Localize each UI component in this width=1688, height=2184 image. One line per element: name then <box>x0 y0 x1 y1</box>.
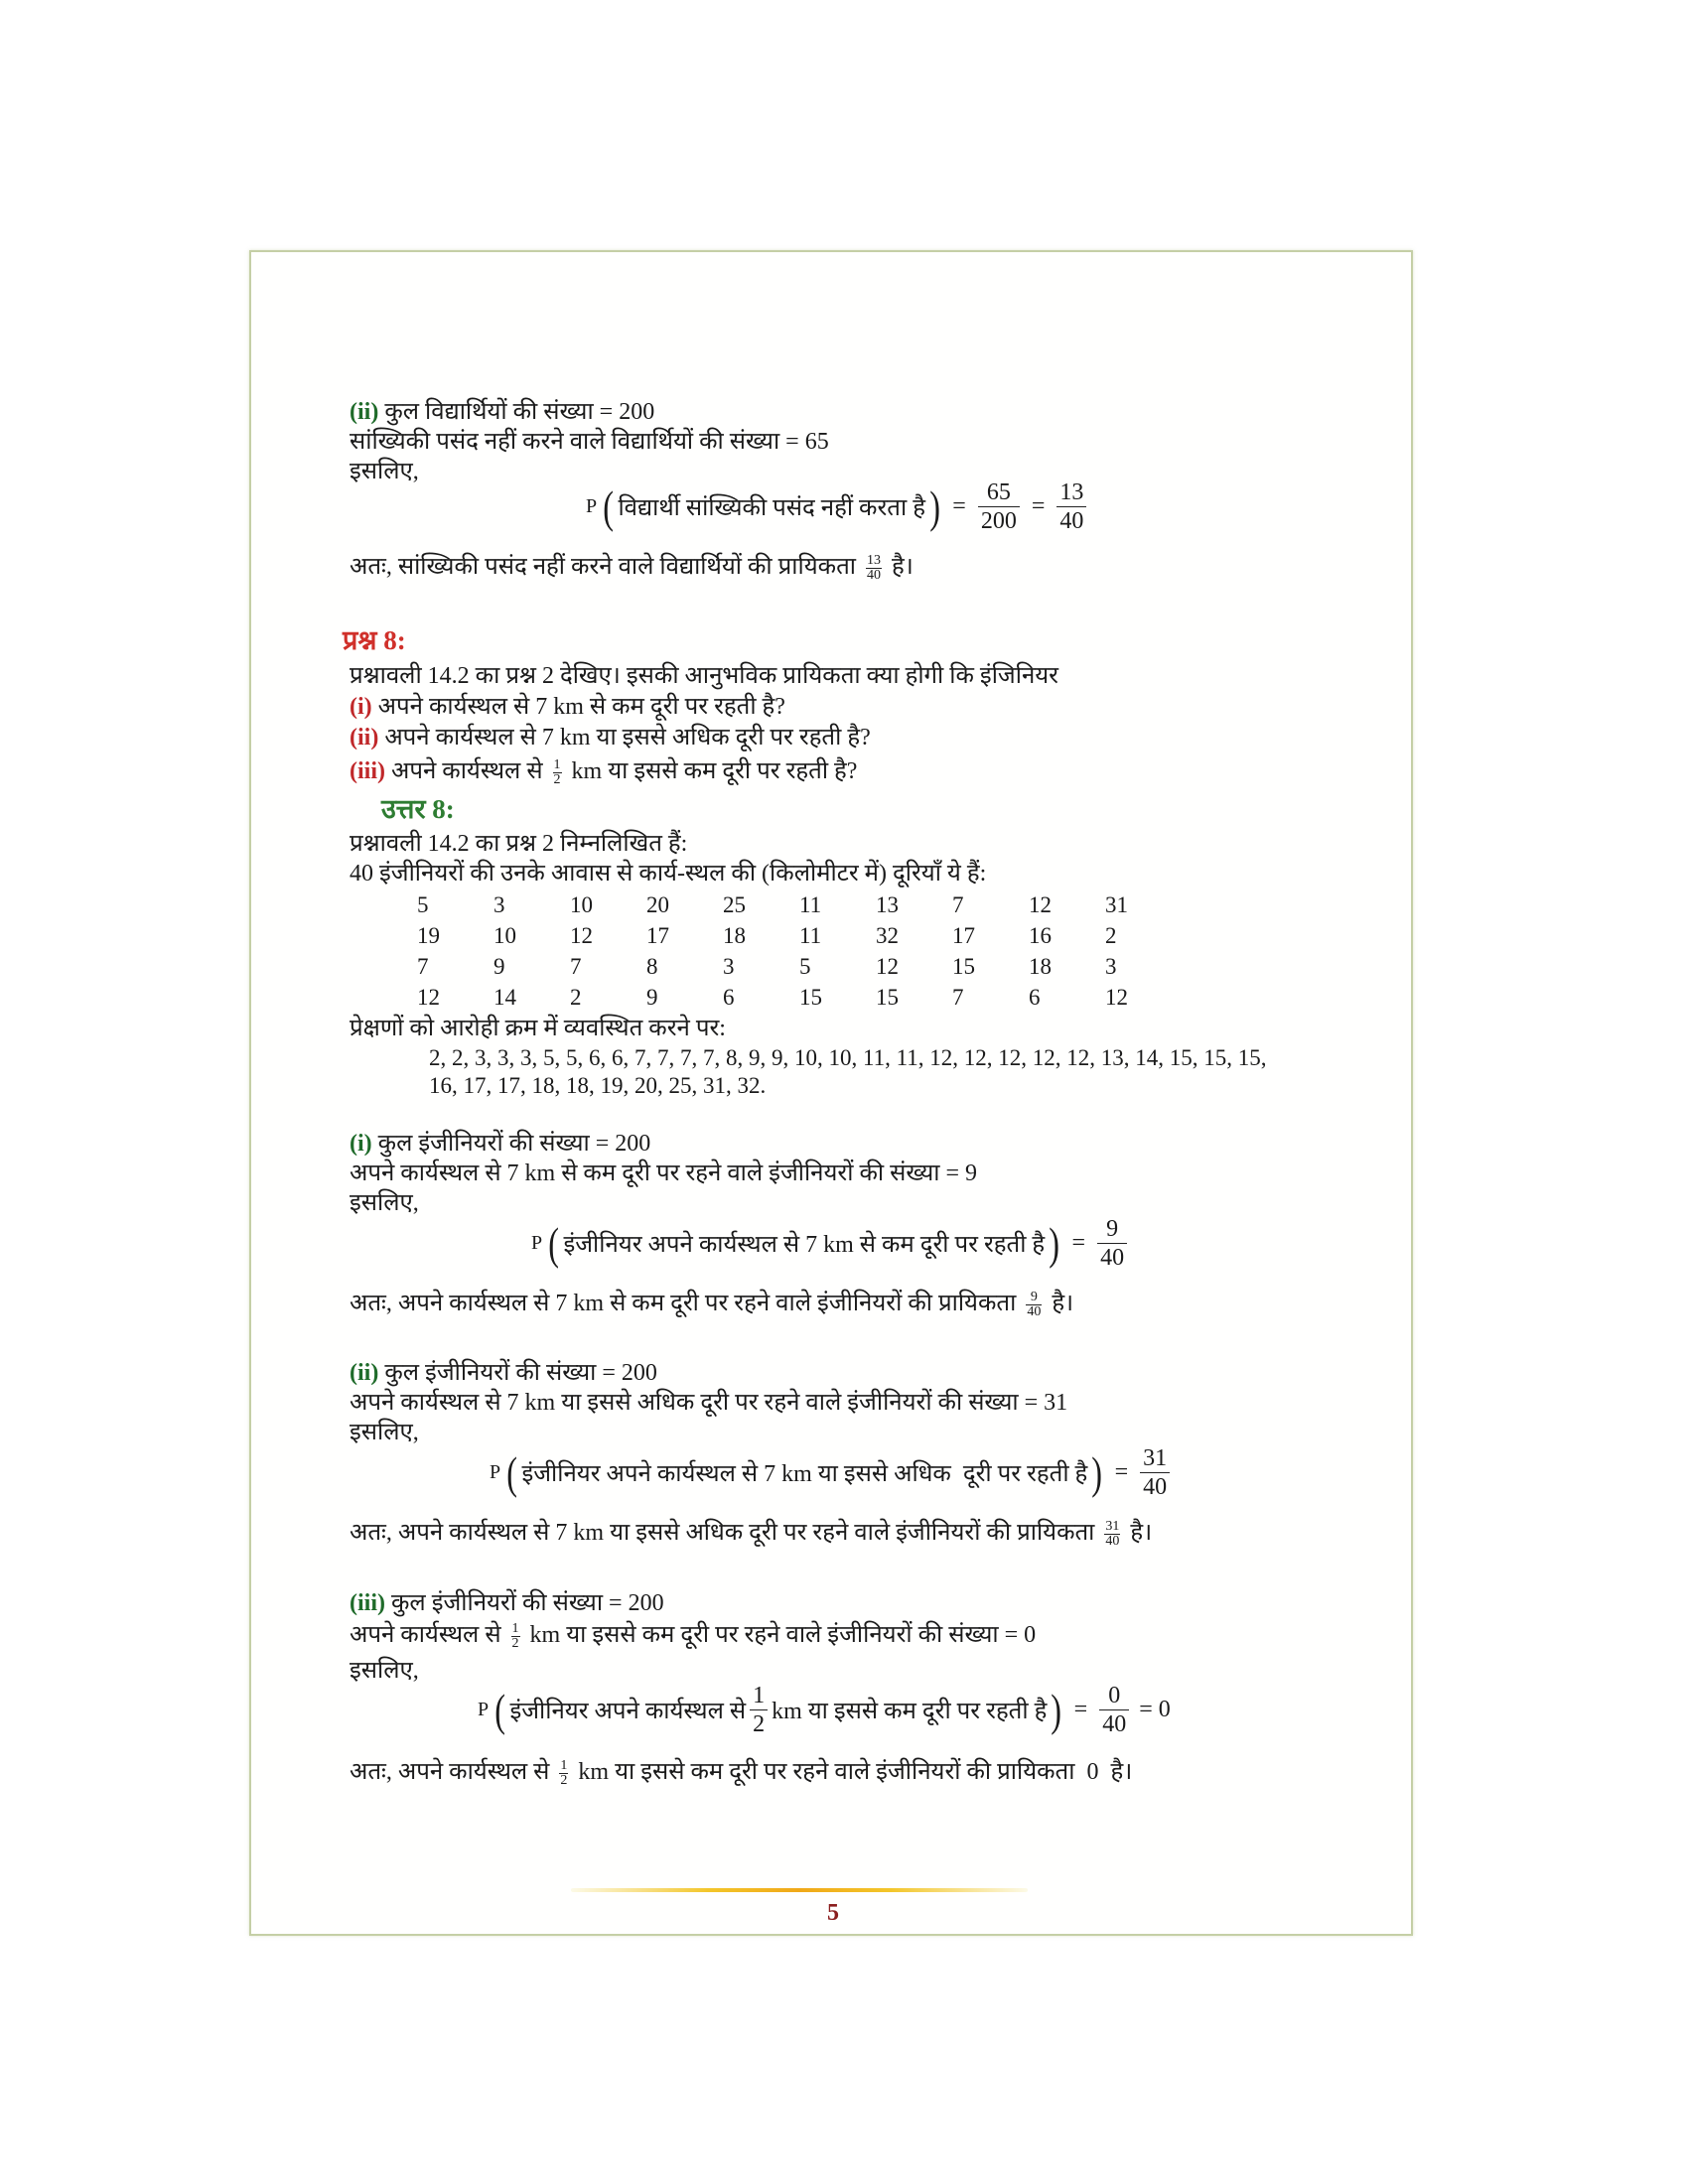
part-text: अपने कार्यस्थल से <box>391 758 543 784</box>
table-row <box>417 889 1182 920</box>
question-part-iii <box>350 756 857 787</box>
denominator: 40 <box>1140 1472 1170 1501</box>
denominator: 40 <box>1027 1303 1042 1319</box>
sorted-line-1: 2, 2, 3, 3, 3, 5, 5, 6, 6, 7, 7, 7, 7, 8, 9, 9, 10, 10, 11, 11, 12, 12, 12, 12, 12, 13, 14, 15, 15, 15, <box>429 1045 1267 1070</box>
p-symbol: P <box>490 1461 501 1483</box>
table-cell: 8 <box>646 954 658 979</box>
line-text: कुल इंजीनियरों की संख्या = 200 <box>377 1131 651 1157</box>
event-text: km या इससे कम दूरी पर रहती है <box>772 1699 1048 1724</box>
denominator: 2 <box>553 771 561 787</box>
conclusion-value: 0 <box>1086 1759 1099 1785</box>
numerator: 1 <box>560 1757 568 1773</box>
table-cell: 6 <box>1029 985 1041 1010</box>
table-cell: 31 <box>1105 892 1128 917</box>
table-cell: 2 <box>1105 923 1117 948</box>
table-row <box>417 982 1182 1013</box>
table-cell: 20 <box>646 892 669 917</box>
numerator: 65 <box>986 479 1011 505</box>
table-cell: 2 <box>570 985 582 1010</box>
part-iii-count-line <box>350 1620 1036 1651</box>
table-row <box>417 920 1182 951</box>
denominator: 40 <box>1097 1243 1127 1272</box>
fraction <box>978 478 1020 535</box>
table-cell: 3 <box>1105 954 1117 979</box>
left-paren: ( <box>548 1217 560 1269</box>
table-cell: 3 <box>723 954 735 979</box>
line-text: कुल विद्यार्थियों की संख्या = 200 <box>384 399 655 425</box>
therefore-text: इसलिए, <box>350 1190 419 1216</box>
left-paren: ( <box>494 1684 506 1735</box>
conclusion-text: अतः, अपने कार्यस्थल से 7 km से कम दूरी पर रहने वाले इंजीनियरों की प्रायिकता <box>350 1291 1017 1316</box>
line-text: कुल इंजीनियरों की संख्या = 200 <box>391 1590 664 1616</box>
equals-sign: = <box>1031 493 1046 519</box>
conclusion-end: है। <box>1052 1291 1074 1316</box>
probability-formula <box>490 1444 1174 1501</box>
table-cell: 9 <box>493 954 505 979</box>
part-text: km या इससे कम दूरी पर रहती है? <box>571 758 858 784</box>
part-ii-total-line <box>350 1358 657 1388</box>
denominator: 40 <box>1099 1709 1129 1738</box>
part-label: (iii) <box>350 1590 385 1616</box>
part-label: (ii) <box>350 725 379 751</box>
table-row <box>417 951 1182 982</box>
therefore-text: इसलिए, <box>350 459 419 484</box>
fraction <box>1104 1520 1120 1549</box>
prev-count-line: सांख्यिकी पसंद नहीं करने वाले विद्यार्थियों की संख्या = 65 <box>350 429 829 455</box>
table-cell: 7 <box>417 954 429 979</box>
line-text: कुल इंजीनियरों की संख्या = 200 <box>384 1360 657 1386</box>
line-text: अपने कार्यस्थल से <box>350 1622 501 1648</box>
result-text: = 0 <box>1139 1697 1171 1722</box>
fraction <box>553 758 562 787</box>
conclusion-text: अतः, अपने कार्यस्थल से 7 km या इससे अधिक दूरी पर रहने वाले इंजीनियरों की प्रायिकता <box>350 1520 1095 1546</box>
numerator: 9 <box>1030 1289 1038 1304</box>
table-cell: 12 <box>1105 985 1128 1010</box>
denominator: 200 <box>978 506 1020 535</box>
numerator: 31 <box>1143 1445 1168 1471</box>
table-cell: 12 <box>1029 892 1052 917</box>
prev-total-line <box>350 397 654 427</box>
event-text: इंजीनियर अपने कार्यस्थल से <box>509 1699 747 1724</box>
table-cell: 7 <box>952 985 964 1010</box>
denominator: 2 <box>750 1709 768 1738</box>
fraction <box>1099 1682 1129 1738</box>
answer-line-2: 40 इंजीनियरों की उनके आवास से कार्य-स्थल की (किलोमीटर में) दूरियाँ ये हैं: <box>350 861 987 887</box>
conclusion-text: km या इससे कम दूरी पर रहने वाले इंजीनियरों की प्रायिकता <box>578 1759 1075 1785</box>
numerator: 1 <box>753 1683 766 1708</box>
probability-formula <box>531 1215 1131 1272</box>
part-i-count-line: अपने कार्यस्थल से 7 km से कम दूरी पर रहने वाले इंजीनियरों की संख्या = 9 <box>350 1160 978 1186</box>
table-cell: 17 <box>646 923 669 948</box>
left-paren: ( <box>603 480 615 532</box>
fraction <box>1140 1444 1170 1501</box>
distance-data-table <box>417 889 1182 1013</box>
equals-sign: = <box>1114 1459 1129 1485</box>
left-paren: ( <box>506 1446 518 1498</box>
answer-line-1: प्रश्नावली 14.2 का प्रश्न 2 निम्नलिखित हैं: <box>350 831 688 857</box>
equals-sign: = <box>1071 1230 1086 1256</box>
question-part-i <box>350 692 785 722</box>
p-symbol: P <box>586 495 598 517</box>
conclusion-line <box>350 1289 1073 1319</box>
question-heading: प्रश्न 8: <box>343 625 406 655</box>
right-paren: ) <box>1049 1217 1060 1269</box>
part-label: (i) <box>350 694 372 720</box>
therefore-text: इसलिए, <box>350 1658 419 1684</box>
table-cell: 7 <box>952 892 964 917</box>
right-paren: ) <box>1091 1446 1103 1498</box>
probability-formula <box>478 1682 1171 1738</box>
denominator: 40 <box>866 567 881 583</box>
numerator: 0 <box>1108 1683 1121 1708</box>
table-cell: 15 <box>952 954 975 979</box>
numerator: 1 <box>511 1620 519 1636</box>
numerator: 9 <box>1106 1216 1119 1242</box>
part-ii-count-line: अपने कार्यस्थल से 7 km या इससे अधिक दूरी पर रहने वाले इंजीनियरों की संख्या = 31 <box>350 1390 1068 1416</box>
conclusion-line <box>350 552 914 583</box>
equals-sign: = <box>952 493 966 519</box>
denominator: 2 <box>511 1635 519 1651</box>
right-paren: ) <box>929 480 940 532</box>
part-text: अपने कार्यस्थल से 7 km से कम दूरी पर रहती है? <box>377 694 785 720</box>
part-iii-total-line <box>350 1588 664 1618</box>
table-cell: 32 <box>876 923 899 948</box>
conclusion-end: है। <box>1110 1759 1133 1785</box>
numerator: 13 <box>866 552 881 568</box>
answer-heading: उत्तर 8: <box>381 794 455 824</box>
table-cell: 15 <box>876 985 899 1010</box>
part-label: (i) <box>350 1131 372 1157</box>
event-text: इंजीनियर अपने कार्यस्थल से 7 km या इससे अधिक दूरी पर रहती है <box>521 1461 1088 1487</box>
conclusion-text: अतः, अपने कार्यस्थल से <box>350 1759 550 1785</box>
numerator: 13 <box>1059 479 1084 505</box>
line-text: km या इससे कम दूरी पर रहने वाले इंजीनियरों की संख्या = 0 <box>529 1622 1037 1648</box>
table-cell: 9 <box>646 985 658 1010</box>
table-cell: 12 <box>570 923 593 948</box>
table-cell: 10 <box>493 923 516 948</box>
table-cell: 11 <box>799 923 822 948</box>
part-label: (iii) <box>350 758 385 784</box>
p-symbol: P <box>531 1232 543 1254</box>
fraction <box>866 554 882 583</box>
fraction <box>750 1682 768 1738</box>
fraction <box>1056 478 1086 535</box>
table-cell: 6 <box>723 985 735 1010</box>
table-cell: 14 <box>493 985 516 1010</box>
question-intro: प्रश्नावली 14.2 का प्रश्न 2 देखिए। इसकी आनुभविक प्रायिकता क्या होगी कि इंजिनियर <box>350 663 1058 689</box>
denominator: 40 <box>1105 1533 1120 1549</box>
sorted-label: प्रेक्षणों को आरोही क्रम में व्यवस्थित करने पर: <box>350 1016 726 1041</box>
numerator: 31 <box>1105 1518 1120 1534</box>
right-paren: ) <box>1051 1684 1062 1735</box>
table-cell: 11 <box>799 892 822 917</box>
footer-divider <box>571 1888 1028 1892</box>
table-cell: 10 <box>570 892 593 917</box>
part-text: अपने कार्यस्थल से 7 km या इससे अधिक दूरी पर रहती है? <box>384 725 871 751</box>
numerator: 1 <box>553 756 561 772</box>
table-cell: 15 <box>799 985 822 1010</box>
table-cell: 18 <box>1029 954 1052 979</box>
table-cell: 17 <box>952 923 975 948</box>
fraction <box>559 1759 568 1788</box>
fraction <box>511 1622 520 1651</box>
table-cell: 13 <box>876 892 899 917</box>
event-text: इंजीनियर अपने कार्यस्थल से 7 km से कम दूरी पर रहती है <box>563 1232 1046 1258</box>
fraction <box>1097 1215 1127 1272</box>
conclusion-line <box>350 1518 1152 1549</box>
table-cell: 5 <box>799 954 811 979</box>
part-i-total-line <box>350 1129 650 1159</box>
therefore-text: इसलिए, <box>350 1420 419 1445</box>
table-cell: 3 <box>493 892 505 917</box>
page-number: 5 <box>827 1900 839 1926</box>
equals-sign: = <box>1073 1697 1088 1722</box>
part-label: (ii) <box>350 399 379 425</box>
fraction <box>1026 1291 1042 1319</box>
table-cell: 12 <box>417 985 440 1010</box>
table-cell: 25 <box>723 892 746 917</box>
denominator: 2 <box>560 1772 568 1788</box>
table-cell: 5 <box>417 892 429 917</box>
table-cell: 12 <box>876 954 899 979</box>
p-symbol: P <box>478 1699 490 1720</box>
conclusion-end: है। <box>891 554 914 580</box>
table-cell: 7 <box>570 954 582 979</box>
conclusion-line <box>350 1757 1132 1788</box>
probability-formula <box>586 478 1090 535</box>
conclusion-end: है। <box>1130 1520 1153 1546</box>
table-cell: 16 <box>1029 923 1052 948</box>
sorted-line-2: 16, 17, 17, 18, 18, 19, 20, 25, 31, 32. <box>429 1073 767 1098</box>
part-label: (ii) <box>350 1360 379 1386</box>
table-cell: 19 <box>417 923 440 948</box>
question-part-ii <box>350 723 871 752</box>
denominator: 40 <box>1056 506 1086 535</box>
table-cell: 18 <box>723 923 746 948</box>
conclusion-text: अतः, सांख्यिकी पसंद नहीं करने वाले विद्यार्थियों की प्रायिकता <box>350 554 856 580</box>
event-text: विद्यार्थी सांख्यिकी पसंद नहीं करता है <box>618 495 925 521</box>
